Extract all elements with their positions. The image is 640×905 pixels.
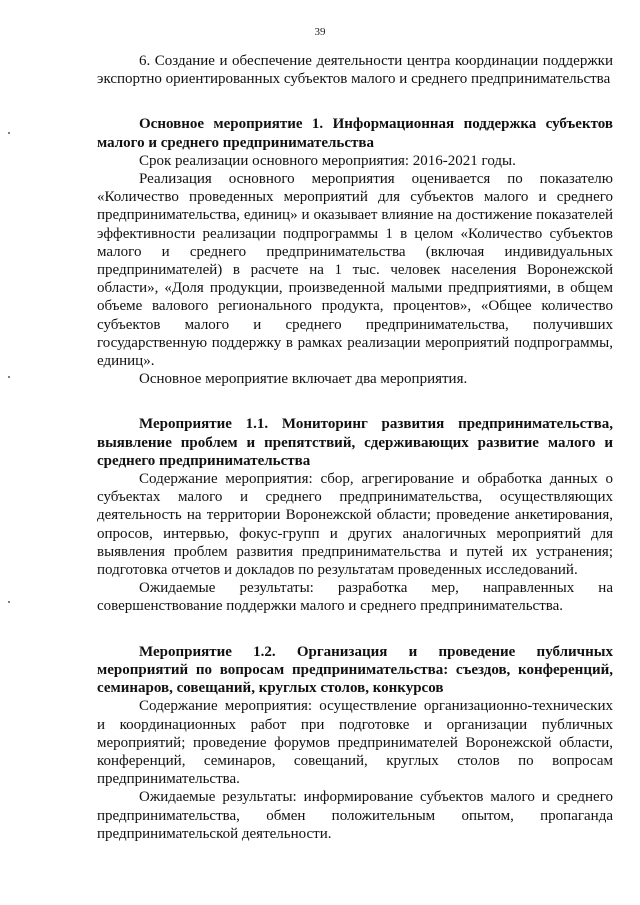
paragraph-item-6: 6. Создание и обеспечение деятельности центра координации поддержки экспортно ориентированных субъектов малого и среднего предпринимательства — [97, 53, 613, 88]
activity-1-1-results: Ожидаемые результаты: разработка мер, направленных на совершенствование поддержки малого и среднего предпринимательства. — [97, 580, 613, 615]
main-activity-heading: Основное мероприятие 1. Информационная поддержка субъектов малого и среднего предпринимательства — [97, 116, 613, 151]
implementation-period: Срок реализации основного мероприятия: 2016-2021 годы. — [139, 152, 516, 169]
document-body — [97, 52, 613, 843]
evaluation-paragraph: Реализация основного мероприятия оценивается по показателю «Количество проведенных мероприятий для субъектов малого и среднего предпринимательства, единиц» и оказывает влияние на достижение показателей эффективности реализации подпрограммы 1 в целом «Количество субъектов малого и среднего предпринимательства (включая индивидуальных предпринимателей) в расчете на 1 тыс. человек населения Воронежской области», «Доля продукции, произведенной малыми предприятиями, в общем объеме валового регионального продукта, процентов», «Общее количество субъектов малого и среднего предпринимательства, получивших государственную поддержку в рамках реализации мероприятий подпрограммы, единиц». — [97, 171, 613, 370]
activity-1-1-content: Содержание мероприятия: сбор, агрегирование и обработка данных о субъектах малого и среднего предпринимательства, осуществляющих деятельность на территории Воронежской области; проведение анкетирования, опросов, интервью, фокус-групп и других аналогичных мероприятий для выявления проблем развития предпринимательства и путей их устранения; подготовка отчетов и докладов по результатам проведенных исследований. — [97, 471, 613, 579]
activity-1-2-heading: Мероприятие 1.2. Организация и проведение публичных мероприятий по вопросам предпринимательства: съездов, конференций, семинаров, совещаний, круглых столов, конкурсов — [97, 643, 613, 697]
page-number: 39 — [314, 26, 326, 38]
activity-1-2-results: Ожидаемые результаты: информирование субъектов малого и среднего предпринимательства, обмен положительным опытом, пропаганда предпринимательской деятельности. — [97, 789, 613, 842]
activity-1-2-content: Содержание мероприятия: осуществление организационно-технических и координационных работ при подготовке и организации публичных мероприятий; проведение форумов предпринимателей Воронежской области, конференций, семинаров, совещаний, круглых столов по вопросам предпринимательства. — [97, 698, 613, 788]
includes-paragraph: Основное мероприятие включает два мероприятия. — [139, 371, 468, 388]
activity-1-1-heading: Мероприятие 1.1. Мониторинг развития предпринимательства, выявление проблем и препятствий, сдерживающих развитие малого и среднего предпринимательства — [97, 416, 613, 469]
margin-mark — [8, 376, 10, 378]
margin-mark — [8, 601, 10, 603]
margin-mark — [8, 132, 10, 134]
